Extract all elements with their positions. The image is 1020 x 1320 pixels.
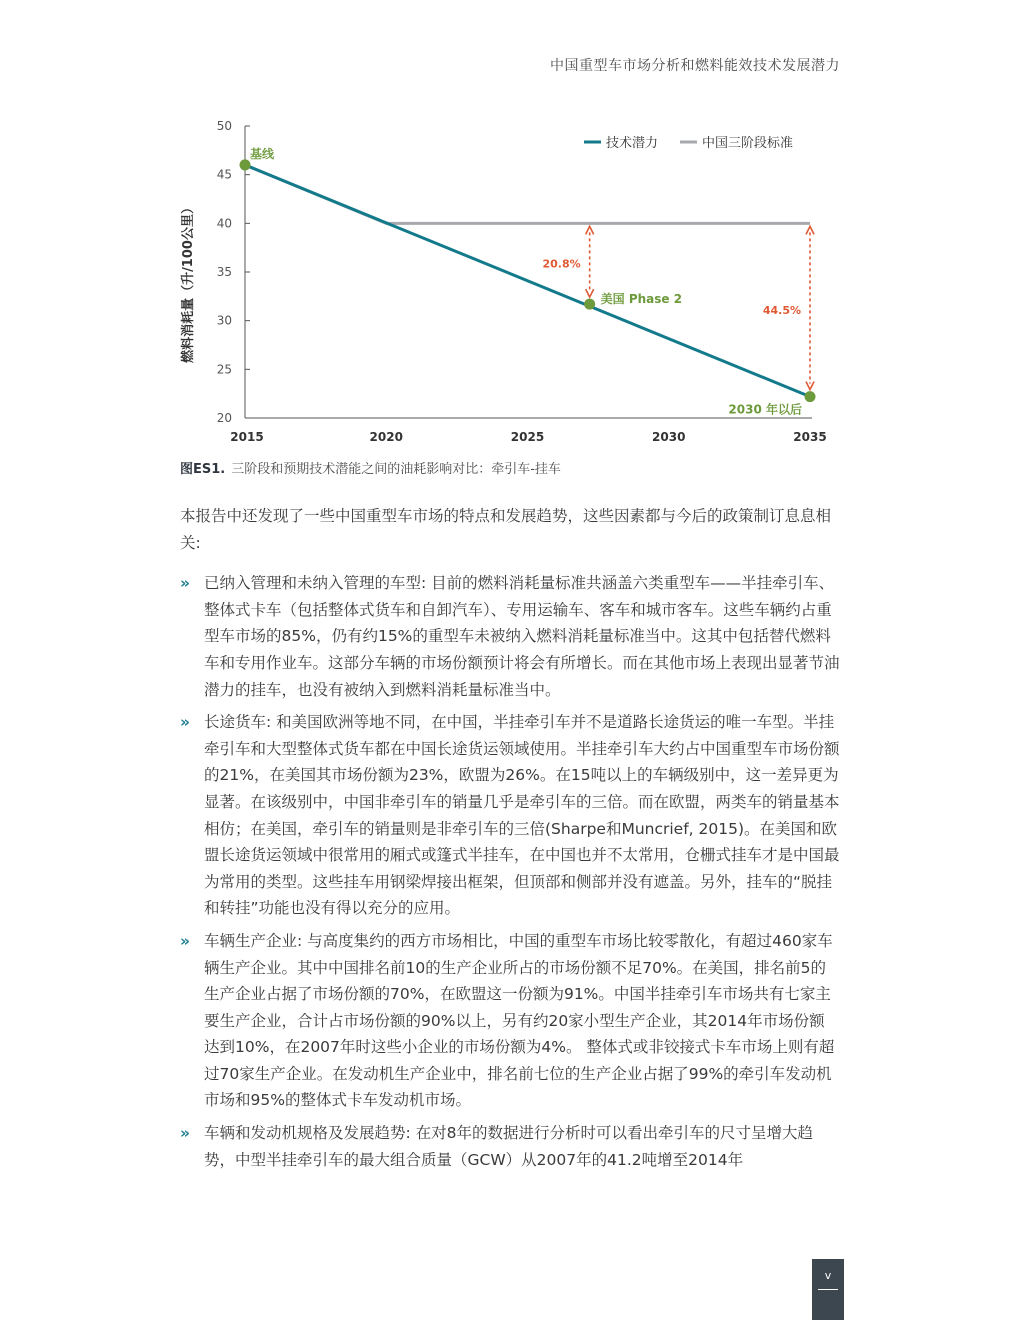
fuel-consumption-chart xyxy=(0,0,1020,450)
x-tick-label: 2025 xyxy=(510,430,545,444)
y-tick-label: 25 xyxy=(216,362,232,377)
series-line-tech xyxy=(245,165,810,397)
bullet-mark-icon: » xyxy=(180,931,191,950)
gap-label: 20.8% xyxy=(542,257,581,271)
data-point-label: 基线 xyxy=(250,146,275,161)
y-tick-label: 20 xyxy=(216,411,232,425)
legend-label-tech: 技术潜力 xyxy=(606,136,659,151)
bullet-text: 长途货车: 和美国欧洲等地不同，在中国，半挂牵引车并不是道路长途货运的唯一车型。半挂牵引车和大型整体式货车都在中国长途货运领域使用。半挂牵引车大约占中国重型车市场份额的21%，在美国其市场份额为23%，欧盟为26%。在15吨以上的车辆级别中，这一差异更为显著。在该级别中，中国非牵引车的销量几乎是牵引车的三倍。而在欧盟，两类车的销量基本相仿；在美国，牵引车的销量则是非牵引车的三倍(Sharpe和Muncrief, 2015)。在美国和欧盟长途货运领域中很常用的厢式或篷式半挂车，在中国也并不太常用，仓栅式挂车才是中国最为常用的类型。这些挂车用钢梁焊接出框架，但顶部和侧部并没有遮盖。另外，挂车的“脱挂和转挂”功能也没有得以充分的应用。 xyxy=(204,713,840,918)
gap-label: 44.5% xyxy=(762,303,801,317)
data-point-marker xyxy=(584,299,595,310)
body-text xyxy=(180,503,840,1179)
bullet-text: 已纳入管理和未纳入管理的车型: 目前的燃料消耗量标准共涵盖六类重型车——半挂牵引车、整体式卡车（包括整体式货车和自卸汽车）、专用运输车、客车和城市客车。这些车辆约占重型车市场的85%，仍有约15%的重型车未被纳入燃料消耗量标准当中。这其中包括替代燃料车和专用作业车。这部分车辆的市场份额预计将会有所增长。而在其他市场上表现出显著节油潜力的挂车，也没有被纳入到燃料消耗量标准当中。 xyxy=(204,574,840,699)
data-point-label: 2030 年以后 xyxy=(728,402,802,417)
page-number: v xyxy=(824,1269,832,1282)
gap-arrows xyxy=(542,226,814,389)
bullet-text: 车辆生产企业: 与高度集约的西方市场相比，中国的重型车市场比较零散化，有超过460家车辆生产企业。其中中国排名前10的生产企业所占的市场份额不足70%。在美国，排名前5的生产企业占据了市场份额的70%，在欧盟这一份额为91%。中国半挂牵引车市场共有七家主要生产企业，合计占市场份额的90%以上，另有约20家小型生产企业，其2014年市场份额达到10%，在2007年时这些小企业的市场份额为4%。 整体式或非铰接式卡车市场上则有超过70家生产企业。在发动机生产企业中，排名前七位的生产企业占据了99%的牵引车发动机市场和95%的整体式卡车发动机市场。 xyxy=(204,931,835,1110)
x-tick-label: 2035 xyxy=(793,430,827,444)
series-line-standard xyxy=(245,165,810,223)
x-tick-label: 2020 xyxy=(369,430,403,444)
page-number-tab xyxy=(812,1259,844,1320)
bullet-item xyxy=(180,709,840,922)
y-tick-label: 40 xyxy=(216,216,232,231)
data-point-marker xyxy=(240,159,251,170)
data-point-label: 美国 Phase 2 xyxy=(600,292,683,307)
legend xyxy=(584,135,793,151)
figure-caption xyxy=(180,458,561,477)
intro-paragraph: 本报告中还发现了一些中国重型车市场的特点和发展趋势，这些因素都与今后的政策制订息息相关: xyxy=(180,507,832,552)
data-point-marker xyxy=(805,391,816,402)
plot-area xyxy=(245,126,812,418)
gap-arrow-head-down xyxy=(586,289,594,297)
y-tick-label: 30 xyxy=(216,313,232,328)
x-tick-label: 2030 xyxy=(652,430,686,444)
bullet-item xyxy=(180,928,840,1114)
y-tick-label: 50 xyxy=(216,119,232,133)
figure-caption-text: 三阶段和预期技术潜能之间的油耗影响对比：牵引车-挂车 xyxy=(231,462,561,477)
page-number-rule xyxy=(818,1289,838,1290)
x-tick-label: 2015 xyxy=(230,430,264,444)
figure-label: 图ES1. xyxy=(180,462,226,477)
y-tick-label: 35 xyxy=(216,265,232,279)
legend-label-standard: 中国三阶段标准 xyxy=(702,136,794,151)
bullet-item xyxy=(180,1120,840,1173)
bullet-list xyxy=(180,570,840,1173)
bullet-mark-icon: » xyxy=(180,574,191,593)
bullet-mark-icon: » xyxy=(180,1124,191,1143)
bullet-mark-icon: » xyxy=(180,713,191,732)
bullet-text: 车辆和发动机规格及发展趋势: 在对8年的数据进行分析时可以看出牵引车的尺寸呈增大趋势，中型半挂牵引车的最大组合质量（GCW）从2007年的41.2吨增至2014年 xyxy=(204,1124,814,1169)
running-header: 中国重型车市场分析和燃料能效技术发展潜力 xyxy=(550,58,840,74)
y-axis-label: 燃料消耗量（升/100公里） xyxy=(181,201,196,363)
x-ticks xyxy=(230,430,826,444)
bullet-item xyxy=(180,570,840,703)
y-tick-label: 45 xyxy=(216,167,232,182)
